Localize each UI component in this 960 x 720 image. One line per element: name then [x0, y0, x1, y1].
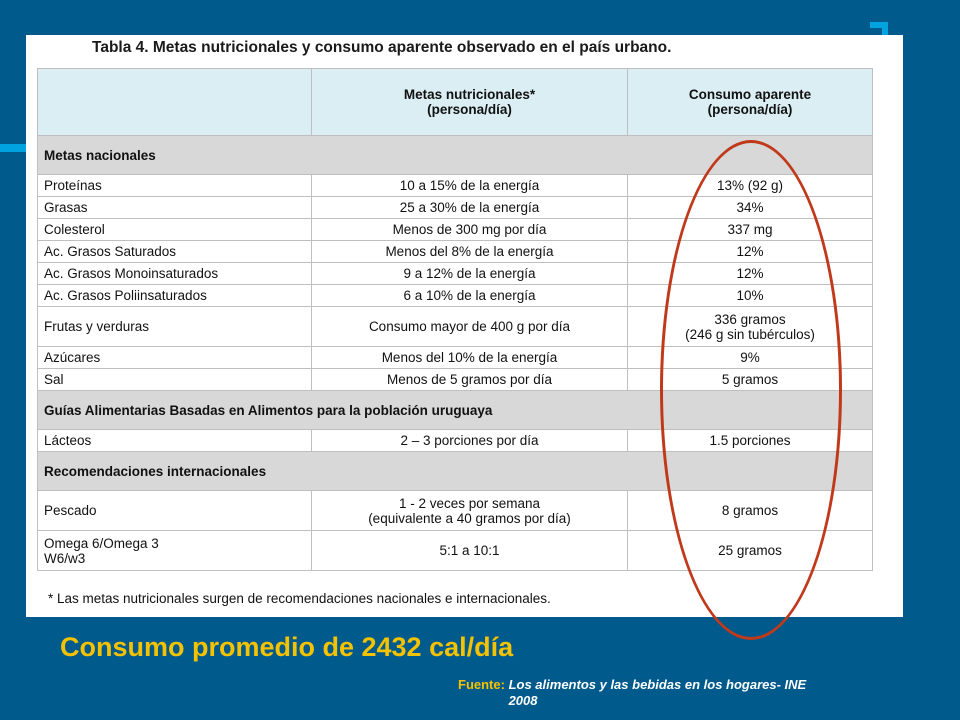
row-meta: 6 a 10% de la energía	[312, 285, 628, 307]
table-row	[38, 307, 873, 347]
row-meta: Menos del 8% de la energía	[312, 241, 628, 263]
row-meta: 2 – 3 porciones por día	[312, 430, 628, 452]
nutrition-table	[37, 68, 873, 571]
row-label: Ac. Grasos Saturados	[38, 241, 312, 263]
table-row	[38, 219, 873, 241]
row-consumo: 12%	[628, 263, 873, 285]
section-row	[38, 136, 873, 175]
row-label: Proteínas	[38, 175, 312, 197]
header-metas-line2: (persona/día)	[427, 102, 512, 117]
decorative-bar-left	[0, 144, 26, 152]
header-metas	[312, 69, 628, 136]
table-row	[38, 285, 873, 307]
source-text	[509, 677, 807, 709]
source-line2: 2008	[508, 693, 538, 708]
row-meta	[312, 491, 628, 531]
row-label-line1: Omega 6/Omega 3	[44, 535, 159, 551]
section-guias: Guías Alimentarias Basadas en Alimentos para la población uruguaya	[38, 391, 873, 430]
header-consumo	[628, 69, 873, 136]
row-consumo: 13% (92 g)	[628, 175, 873, 197]
row-label	[38, 531, 312, 571]
row-consumo: 337 mg	[628, 219, 873, 241]
row-meta-line1: 1 - 2 veces por semana	[398, 495, 541, 511]
row-meta: Menos de 300 mg por día	[312, 219, 628, 241]
row-label: Ac. Grasos Monoinsaturados	[38, 263, 312, 285]
source-line1: Los alimentos y las bebidas en los hogares- INE	[508, 677, 807, 692]
row-consumo: 5 gramos	[628, 369, 873, 391]
row-consumo: 34%	[628, 197, 873, 219]
row-meta: 10 a 15% de la energía	[312, 175, 628, 197]
table-row	[38, 369, 873, 391]
row-consumo-line1: 336 gramos	[714, 311, 786, 327]
table-row	[38, 491, 873, 531]
row-label: Colesterol	[38, 219, 312, 241]
header-metas-line1: Metas nutricionales*	[403, 87, 536, 102]
table-row	[38, 430, 873, 452]
row-consumo: 9%	[628, 347, 873, 369]
row-consumo: 10%	[628, 285, 873, 307]
section-metas-nacionales: Metas nacionales	[38, 136, 873, 175]
row-label: Lácteos	[38, 430, 312, 452]
header-consumo-line1: Consumo aparente	[688, 87, 812, 102]
row-consumo: 8 gramos	[628, 491, 873, 531]
section-internacionales: Recomendaciones internacionales	[38, 452, 873, 491]
table-row	[38, 241, 873, 263]
table-row	[38, 263, 873, 285]
row-consumo	[628, 307, 873, 347]
row-consumo: 25 gramos	[628, 531, 873, 571]
table-row	[38, 347, 873, 369]
source-label: Fuente:	[458, 677, 505, 692]
row-consumo: 1.5 porciones	[628, 430, 873, 452]
row-meta: Consumo mayor de 400 g por día	[312, 307, 628, 347]
row-meta: 25 a 30% de la energía	[312, 197, 628, 219]
table-card	[26, 35, 903, 617]
source-citation	[458, 677, 898, 709]
row-label: Ac. Grasos Poliinsaturados	[38, 285, 312, 307]
row-label-line2: W6/w3	[44, 550, 86, 566]
row-label: Frutas y verduras	[38, 307, 312, 347]
table-title: Tabla 4. Metas nutricionales y consumo aparente observado en el país urbano.	[92, 39, 672, 56]
row-meta: 9 a 12% de la energía	[312, 263, 628, 285]
row-consumo-line2: (246 g sin tubérculos)	[685, 326, 815, 342]
section-row	[38, 391, 873, 430]
consumo-promedio-text: Consumo promedio de 2432 cal/día	[60, 632, 514, 662]
section-row	[38, 452, 873, 491]
header-consumo-line2: (persona/día)	[707, 102, 793, 117]
row-label: Azúcares	[38, 347, 312, 369]
row-meta: Menos de 5 gramos por día	[312, 369, 628, 391]
table-header-row	[38, 69, 873, 136]
row-label: Sal	[38, 369, 312, 391]
table-row	[38, 197, 873, 219]
row-label: Pescado	[38, 491, 312, 531]
row-meta: 5:1 a 10:1	[312, 531, 628, 571]
decorative-corner-right-side	[882, 22, 888, 36]
row-consumo: 12%	[628, 241, 873, 263]
table-row	[38, 531, 873, 571]
row-label: Grasas	[38, 197, 312, 219]
row-meta: Menos del 10% de la energía	[312, 347, 628, 369]
table-row	[38, 175, 873, 197]
table-footnote: * Las metas nutricionales surgen de recomendaciones nacionales e internacionales.	[48, 591, 551, 606]
row-meta-line2: (equivalente a 40 gramos por día)	[368, 510, 571, 526]
header-empty	[38, 69, 312, 136]
